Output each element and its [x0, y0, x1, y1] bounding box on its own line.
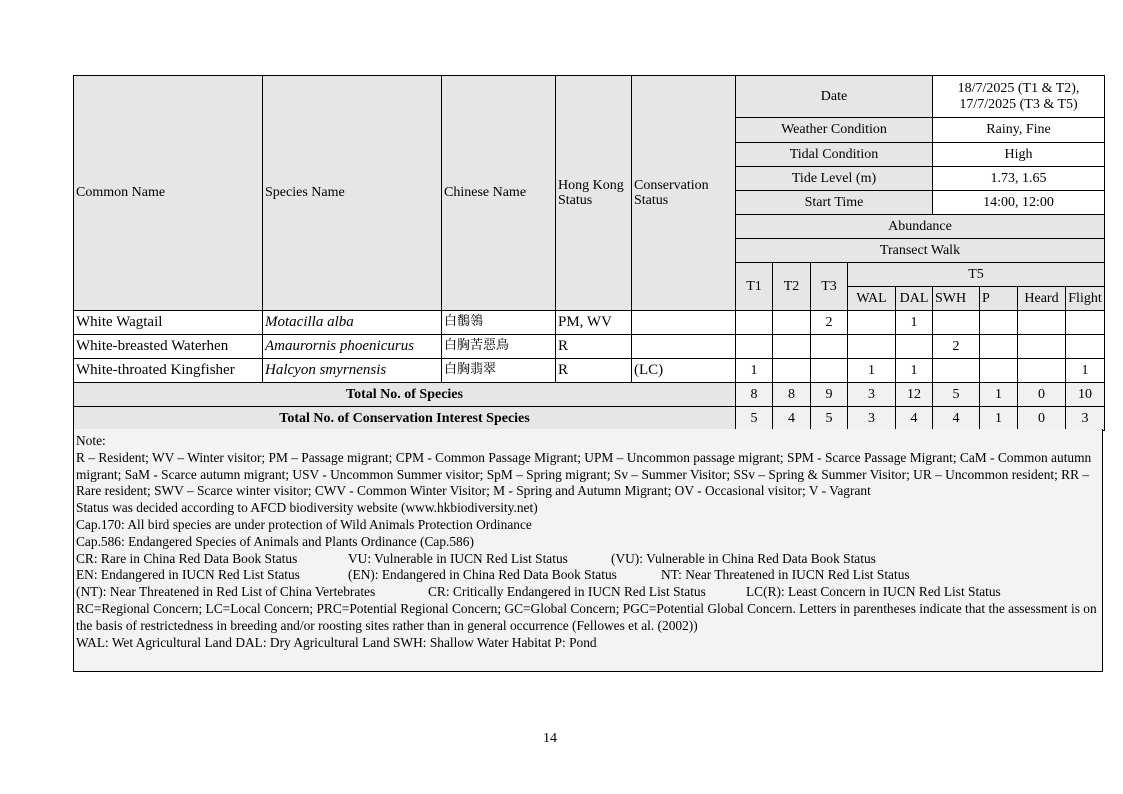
table-row: [74, 359, 1105, 383]
t1-count: [736, 335, 773, 359]
nt-iucn-note: NT: Near Threatened in IUCN Red List Status: [661, 567, 910, 583]
status-source-note: Status was decided according to AFCD biodiversity website (www.hkbiodiversity.net): [76, 500, 538, 516]
p-count: [980, 359, 1018, 383]
redlist-row-1: [76, 551, 1100, 568]
conservation-status: [632, 335, 736, 359]
col-dal: DAL: [896, 287, 933, 311]
total-t2: 8: [773, 383, 811, 407]
species-name: Halcyon smyrnensis: [263, 359, 442, 383]
cons-t3: 5: [811, 407, 848, 431]
hk-status: R: [556, 335, 632, 359]
heard-count: [1018, 359, 1066, 383]
nt-china-note: (NT): Near Threatened in Red List of China Vertebrates: [76, 584, 376, 600]
header-hk-status: Hong Kong Status: [556, 76, 632, 311]
col-t5: T5: [848, 263, 1105, 287]
cons-t2: 4: [773, 407, 811, 431]
habitat-legend: WAL: Wet Agricultural Land DAL: Dry Agricultural Land SWH: Shallow Water Habitat P: Pond: [76, 634, 597, 650]
col-flight: Flight: [1066, 287, 1105, 311]
tidal-value: High: [933, 143, 1105, 167]
heard-count: [1018, 311, 1066, 335]
dal-count: [896, 335, 933, 359]
tidal-label: Tidal Condition: [736, 143, 933, 167]
cons-heard: 0: [1018, 407, 1066, 431]
t1-count: [736, 311, 773, 335]
total-swh: 5: [933, 383, 980, 407]
cons-flight: 3: [1066, 407, 1105, 431]
col-t3: T3: [811, 263, 848, 311]
date-label: Date: [736, 76, 933, 118]
header-common-name: Common Name: [74, 76, 263, 311]
redlist-row-3: [76, 584, 1100, 601]
t2-count: [773, 311, 811, 335]
t1-count: 1: [736, 359, 773, 383]
total-t1: 8: [736, 383, 773, 407]
redlist-row-2: [76, 567, 1100, 584]
p-count: [980, 311, 1018, 335]
cr-china-note: CR: Rare in China Red Data Book Status: [76, 550, 298, 566]
total-dal: 12: [896, 383, 933, 407]
page-number: 14: [543, 731, 557, 746]
common-name: White-throated Kingfisher: [74, 359, 263, 383]
col-t2: T2: [773, 263, 811, 311]
common-name: White Wagtail: [74, 311, 263, 335]
weather-value: Rainy, Fine: [933, 118, 1105, 143]
notes-heading: Note:: [76, 433, 106, 448]
flight-count: [1066, 335, 1105, 359]
header-conservation-status: Conservation Status: [632, 76, 736, 311]
species-name: Amaurornis phoenicurus: [263, 335, 442, 359]
vu-china-note: (VU): Vulnerable in China Red Data Book Status: [611, 550, 876, 566]
lc-iucn-note: LC(R): Least Concern in IUCN Red List Status: [746, 584, 1001, 600]
notes-section: [73, 429, 1103, 672]
total-heard: 0: [1018, 383, 1066, 407]
weather-label: Weather Condition: [736, 118, 933, 143]
heard-count: [1018, 335, 1066, 359]
start-time-label: Start Time: [736, 191, 933, 215]
header-species-name: Species Name: [263, 76, 442, 311]
en-iucn-note: EN: Endangered in IUCN Red List Status: [76, 567, 300, 583]
chinese-name: 白鶺鴒: [442, 311, 556, 335]
total-flight: 10: [1066, 383, 1105, 407]
bird-survey-table: [73, 75, 1105, 431]
total-conservation-row: [74, 407, 1105, 431]
swh-count: [933, 359, 980, 383]
cons-wal: 3: [848, 407, 896, 431]
t3-count: [811, 335, 848, 359]
conservation-status: [632, 311, 736, 335]
conservation-status: (LC): [632, 359, 736, 383]
cr-iucn-note: CR: Critically Endangered in IUCN Red List Status: [428, 584, 706, 600]
wal-count: [848, 311, 896, 335]
total-t3: 9: [811, 383, 848, 407]
tide-level-value: 1.73, 1.65: [933, 167, 1105, 191]
col-wal: WAL: [848, 287, 896, 311]
chinese-name: 白胸苦惡鳥: [442, 335, 556, 359]
col-t1: T1: [736, 263, 773, 311]
table-row: [74, 335, 1105, 359]
swh-count: [933, 311, 980, 335]
status-code-legend: R – Resident; WV – Winter visitor; PM – Passage migrant; CPM - Common Passage Migrant; UPM – Uncommon passage migrant; SPM - Scarce Passage Migrant; CaM - Common autumn migrant; SaM - Scarce autumn migrant; USV - Uncommon Summer visitor; SpM – Spring migrant; Sv – Summer Visitor; SSv – Spring & Summer Visitor; UR – Uncommon resident; RR – Rare resident; SWV – Scarce winter visitor; CWV - Common Winter Visitor; M - Spring and Autumn Migrant; OV - Occasional visitor; V - Vagrant: [76, 449, 1092, 499]
swh-count: 2: [933, 335, 980, 359]
t2-count: [773, 335, 811, 359]
cons-dal: 4: [896, 407, 933, 431]
table-row: [74, 311, 1105, 335]
header-chinese-name: Chinese Name: [442, 76, 556, 311]
cons-swh: 4: [933, 407, 980, 431]
hk-status: R: [556, 359, 632, 383]
wal-count: [848, 335, 896, 359]
total-p: 1: [980, 383, 1018, 407]
col-p: P: [980, 287, 1018, 311]
t2-count: [773, 359, 811, 383]
cap586-note: Cap.586: Endangered Species of Animals and Plants Ordinance (Cap.586): [76, 533, 474, 549]
t3-count: 2: [811, 311, 848, 335]
en-china-note: (EN): Endangered in China Red Data Book Status: [348, 567, 617, 583]
chinese-name: 白胸翡翠: [442, 359, 556, 383]
t3-count: [811, 359, 848, 383]
transect-walk-header: Transect Walk: [736, 239, 1105, 263]
vu-iucn-note: VU: Vulnerable in IUCN Red List Status: [348, 550, 568, 566]
tide-level-label: Tide Level (m): [736, 167, 933, 191]
col-heard: Heard: [1018, 287, 1066, 311]
dal-count: 1: [896, 311, 933, 335]
total-conservation-label: Total No. of Conservation Interest Species: [74, 407, 736, 431]
total-species-row: [74, 383, 1105, 407]
start-time-value: 14:00, 12:00: [933, 191, 1105, 215]
hk-status: PM, WV: [556, 311, 632, 335]
dal-count: 1: [896, 359, 933, 383]
cons-t1: 5: [736, 407, 773, 431]
cap170-note: Cap.170: All bird species are under protection of Wild Animals Protection Ordinance: [76, 516, 532, 532]
flight-count: [1066, 311, 1105, 335]
total-species-label: Total No. of Species: [74, 383, 736, 407]
flight-count: 1: [1066, 359, 1105, 383]
abundance-header: Abundance: [736, 215, 1105, 239]
cons-p: 1: [980, 407, 1018, 431]
wal-count: 1: [848, 359, 896, 383]
total-wal: 3: [848, 383, 896, 407]
common-name: White-breasted Waterhen: [74, 335, 263, 359]
species-name: Motacilla alba: [263, 311, 442, 335]
p-count: [980, 335, 1018, 359]
col-swh: SWH: [933, 287, 980, 311]
date-value: 18/7/2025 (T1 & T2), 17/7/2025 (T3 & T5): [933, 76, 1105, 118]
concern-legend: RC=Regional Concern; LC=Local Concern; PRC=Potential Regional Concern; GC=Global Concern; PGC=Potential Global Concern. Letters in parentheses indicate that the assessment is on the basis of restrictedness in breeding and/or roosting sites rather than in general occurrence (Fellowes et al. (2002)): [76, 600, 1097, 633]
